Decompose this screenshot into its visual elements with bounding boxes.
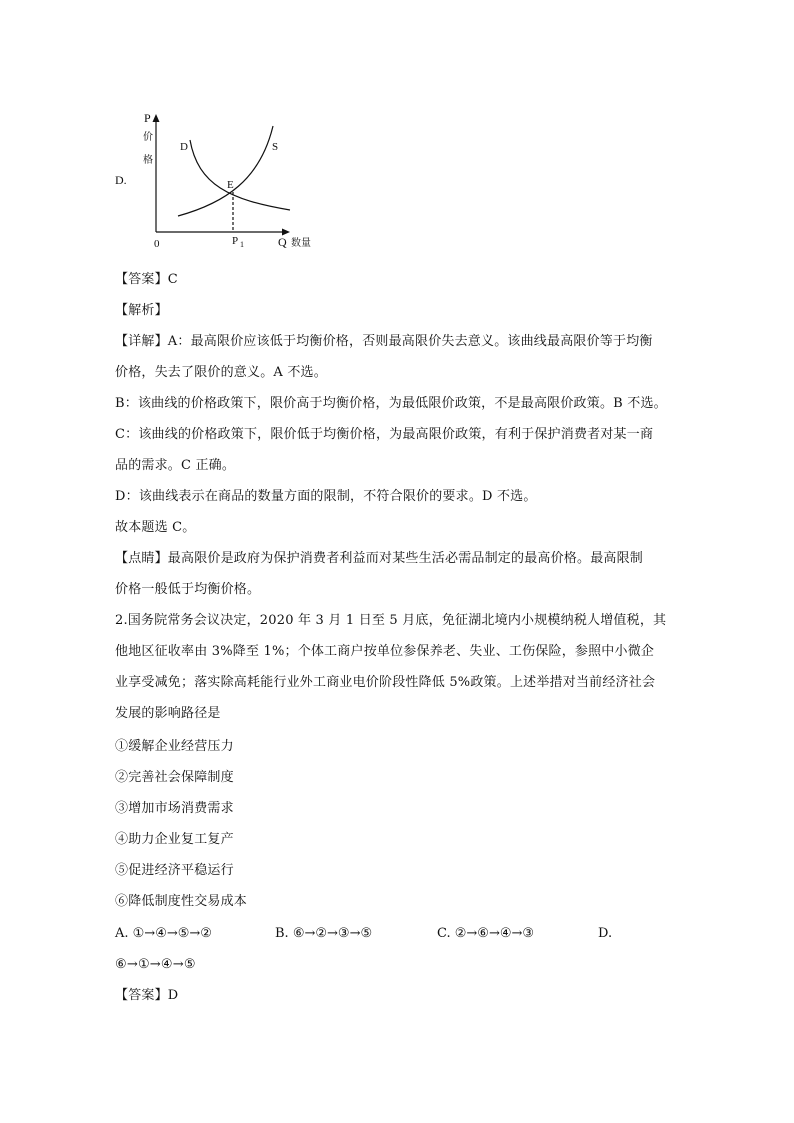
q2-stem-line1: 2.国务院常务会议决定，2020 年 3 月 1 日至 5 月底，免征湖北境内小规模纳税人增值税，其 (115, 613, 667, 628)
q2-answer: 【答案】D (115, 988, 179, 1003)
q1-conclusion: 故本题选 C。 (115, 520, 196, 535)
q1-analysis-heading: 【解析】 (115, 303, 168, 318)
q2-option-a: A. ①→④→⑤→② (115, 926, 212, 941)
q2-stem-line3: 业享受减免；落实除高耗能行业外工商业电价阶段性降低 5%政策。上述举措对当前经济社会 (115, 675, 656, 690)
q2-option-b: B. ⑥→②→③→⑤ (275, 926, 373, 941)
p1-subscript: 1 (240, 240, 244, 249)
q2-option-d-content: ⑥→①→④→⑤ (115, 957, 196, 972)
q2-item-3: ③增加市场消费需求 (115, 801, 234, 816)
q2-option-d: D. (598, 926, 613, 941)
q2-stem-line4: 发展的影响路径是 (115, 706, 221, 721)
q2-item-6: ⑥降低制度性交易成本 (115, 894, 248, 909)
q2-option-c: C. ②→⑥→④→③ (437, 926, 535, 941)
q2-item-4: ④助力企业复工复产 (115, 832, 234, 847)
q2-item-2: ②完善社会保障制度 (115, 770, 234, 785)
y-axis-label-2: 格 (143, 155, 153, 166)
demand-label: D (180, 141, 188, 153)
q2-item-5: ⑤促进经济平稳运行 (115, 863, 234, 878)
option-d-label: D. (115, 173, 127, 187)
q1-detail-c-line2: 品的需求。C 正确。 (115, 458, 236, 473)
y-axis-letter: P (144, 111, 151, 125)
y-axis-label-1: 价 (143, 132, 153, 143)
x-axis-letter: Q (278, 235, 287, 249)
equilibrium-label: E (227, 179, 234, 191)
supply-label: S (272, 141, 279, 153)
q1-detail-d: D：该曲线表示在商品的数量方面的限制，不符合限价的要求。D 不选。 (115, 489, 537, 504)
q1-detail-b: B：该曲线的价格政策下，限价高于均衡价格，为最低限价政策，不是最高限价政策。B 不选。 (115, 396, 667, 411)
supply-demand-graph (130, 110, 330, 255)
p1-label: P (232, 235, 239, 247)
q1-detail-c-line1: C：该曲线的价格政策下，限价低于均衡价格，为最高限价政策，有利于保护消费者对某一商 (115, 427, 654, 442)
q1-detail-a-line2: 价格，失去了限价的意义。A 不选。 (115, 365, 327, 380)
x-axis-label: 数量 (291, 238, 311, 249)
supply-curve (178, 126, 273, 216)
q1-answer: 【答案】C (115, 272, 178, 287)
q2-item-1: ①缓解企业经营压力 (115, 739, 234, 754)
q1-point-line2: 价格一般低于均衡价格。 (115, 582, 261, 597)
origin-label: 0 (154, 238, 160, 250)
y-axis-arrow (153, 114, 160, 122)
q2-stem-line2: 他地区征收率由 3%降至 1%；个体工商户按单位参保养老、失业、工伤保险，参照中小微企 (115, 644, 655, 659)
q1-detail-a-line1: 【详解】A：最高限价应该低于均衡价格，否则最高限价失去意义。该曲线最高限价等于均衡 (115, 334, 653, 349)
q1-point-line1: 【点睛】最高限价是政府为保护消费者利益而对某些生活必需品制定的最高价格。最高限制 (115, 551, 644, 566)
